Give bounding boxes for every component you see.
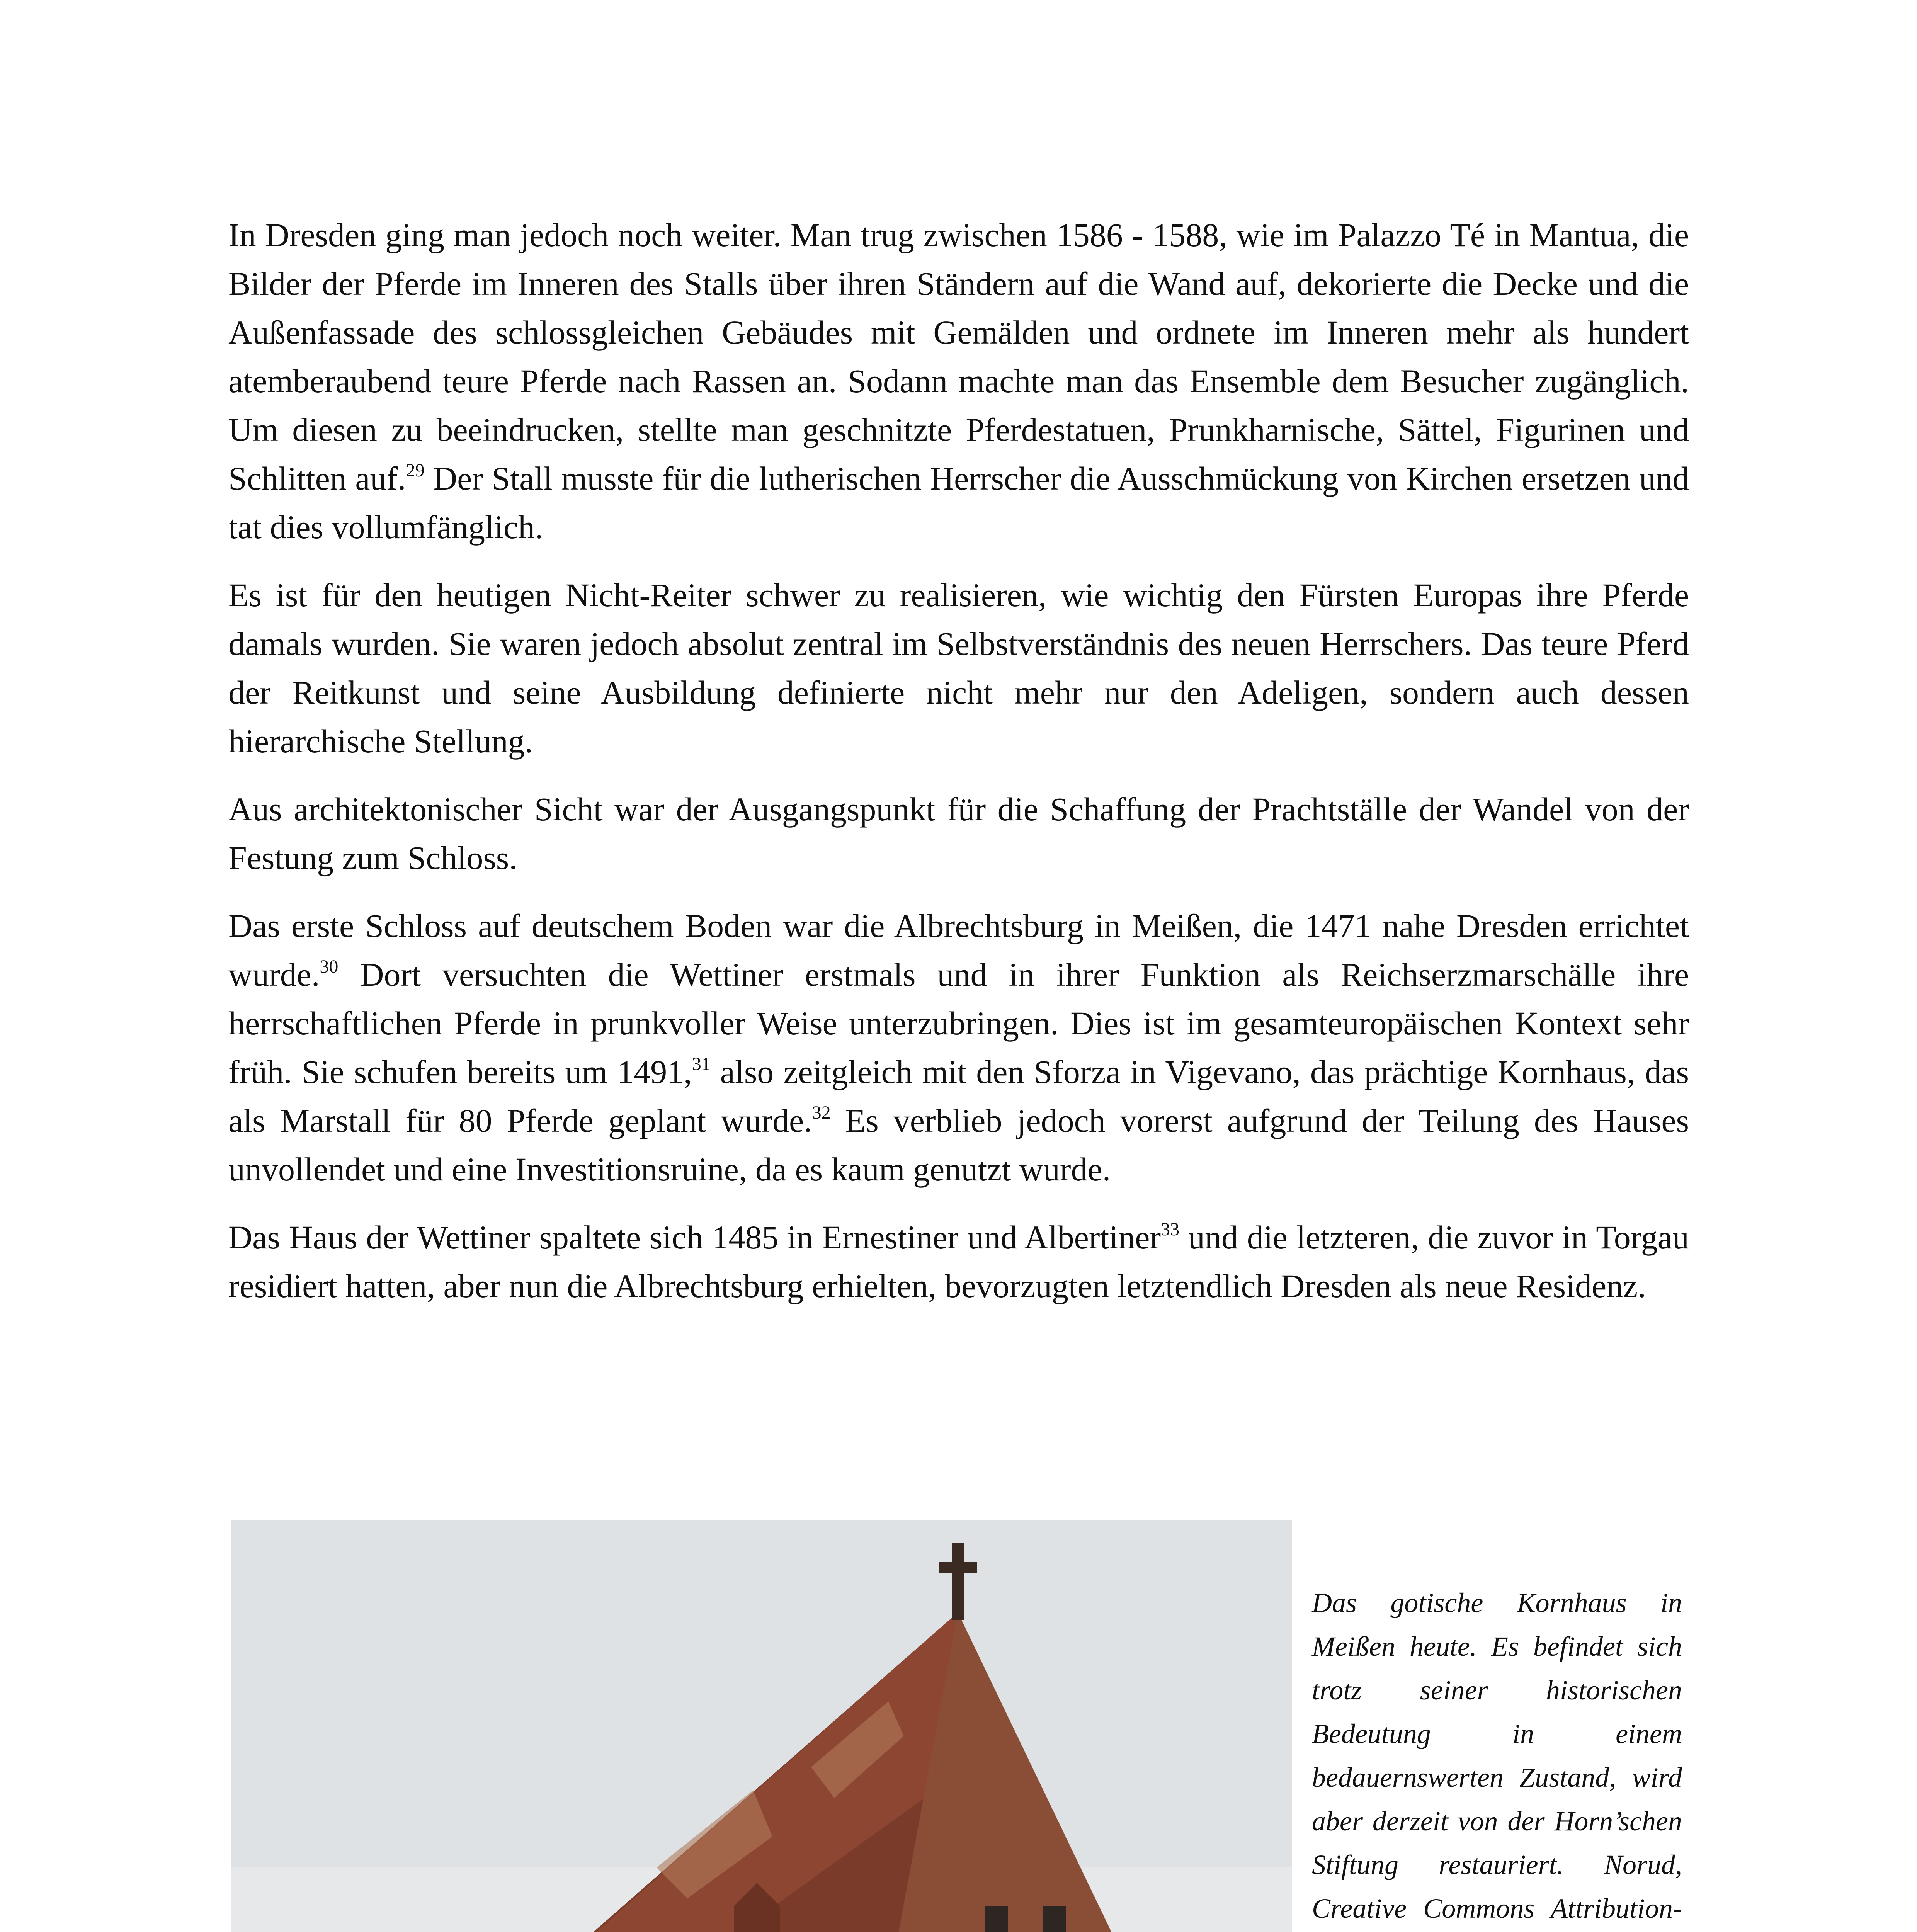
paragraph-4 — [228, 901, 1689, 1194]
paragraph-1-text-b: Der Stall musste für die lutherischen Herrscher die Ausschmückung von Kirchen ersetzen und tat dies vollumfänglich. — [228, 460, 1689, 546]
footnote-30[interactable]: 30 — [320, 956, 338, 977]
footnote-33[interactable]: 33 — [1161, 1219, 1179, 1240]
footnote-31[interactable]: 31 — [692, 1054, 711, 1074]
paragraph-5 — [228, 1213, 1689, 1310]
paragraph-4-text-b: Dort versuchten die Wettiner erstmals und in ihrer Funktion als Reichserzmarschälle ihre herrschaftlichen Pferde in prunkvoller Weise unterzubringen. Dies ist im gesamteuropäischen Kontext sehr früh. Sie schufen bereits um 1491, — [228, 956, 1689, 1090]
paragraph-3: Aus architektonischer Sicht war der Ausgangspunkt für die Schaffung der Prachtställe der Wandel von der Festung zum Schloss. — [228, 791, 1689, 876]
paragraph-5-text-b: und die letzteren, die zuvor in Torgau residiert hatten, aber nun die Albrechtsburg erhielten, bevorzugten letztendlich Dresden als neue Residenz. — [228, 1219, 1689, 1304]
footnote-32[interactable]: 32 — [812, 1102, 831, 1123]
paragraph-1 — [228, 211, 1689, 551]
paragraph-5-text-a: Das Haus der Wettiner spaltete sich 1485 in Ernestiner und Albertiner — [228, 1219, 1161, 1256]
kornhaus-illustration — [231, 1520, 1292, 1932]
footnote-29[interactable]: 29 — [406, 460, 425, 481]
kornhaus-photo — [231, 1520, 1292, 1932]
paragraph-4-text-d: Es verblieb jedoch vorerst aufgrund der Teilung des Hauses unvollendet und eine Investitionsruine, da es kaum genutzt wurde. — [228, 1102, 1689, 1188]
paragraph-4-text-c: also zeitgleich mit den Sforza in Vigevano, das prächtige Kornhaus, das als Marstall für 80 Pferde geplant wurde. — [228, 1053, 1689, 1139]
paragraph-2: Es ist für den heutigen Nicht-Reiter schwer zu realisieren, wie wichtig den Fürsten Europas ihre Pferde damals wurden. Sie waren jedoch absolut zentral im Selbstverständnis des neuen Herrschers. Das teure Pferd der Reitkunst und seine Ausbildung definierte nicht mehr nur den Adeligen, sondern auch dessen hierarchische Stellung. — [228, 577, 1689, 760]
caption-text: Das gotische Kornhaus in Meißen heute. Es befindet sich trotz seiner historischen Bedeutung in einem bedauernswerten Zustand, wird aber derzeit von der Horn’schen Stiftung restauriert. Norud, Creative Commons Attribution- — [1312, 1587, 1682, 1924]
paragraph-4-text-a: Das erste Schloss auf deutschem Boden war die Albrechtsburg in Meißen, die 1471 nahe Dresden errichtet wurde. — [228, 907, 1689, 993]
main-text — [228, 211, 1689, 1330]
figure-caption — [1312, 1581, 1682, 1932]
paragraph-1-text-a: In Dresden ging man jedoch noch weiter. Man trug zwischen 1586 - 1588, wie im Palazzo Té in Mantua, die Bilder der Pferde im Inneren des Stalls über ihren Ständern auf die Wand auf, dekorierte die Decke und die Außenfassade des schlossgleichen Gebäudes mit Gemälden und ordnete im Inneren mehr als hundert atemberaubend teure Pferde nach Rassen an. Sodann machte man das Ensemble dem Besucher zugänglich. Um diesen zu beeindrucken, stellte man geschnitzte Pferdestatuen, Prunkharnische, Sättel, Figurinen und Schlitten auf. — [228, 216, 1689, 497]
